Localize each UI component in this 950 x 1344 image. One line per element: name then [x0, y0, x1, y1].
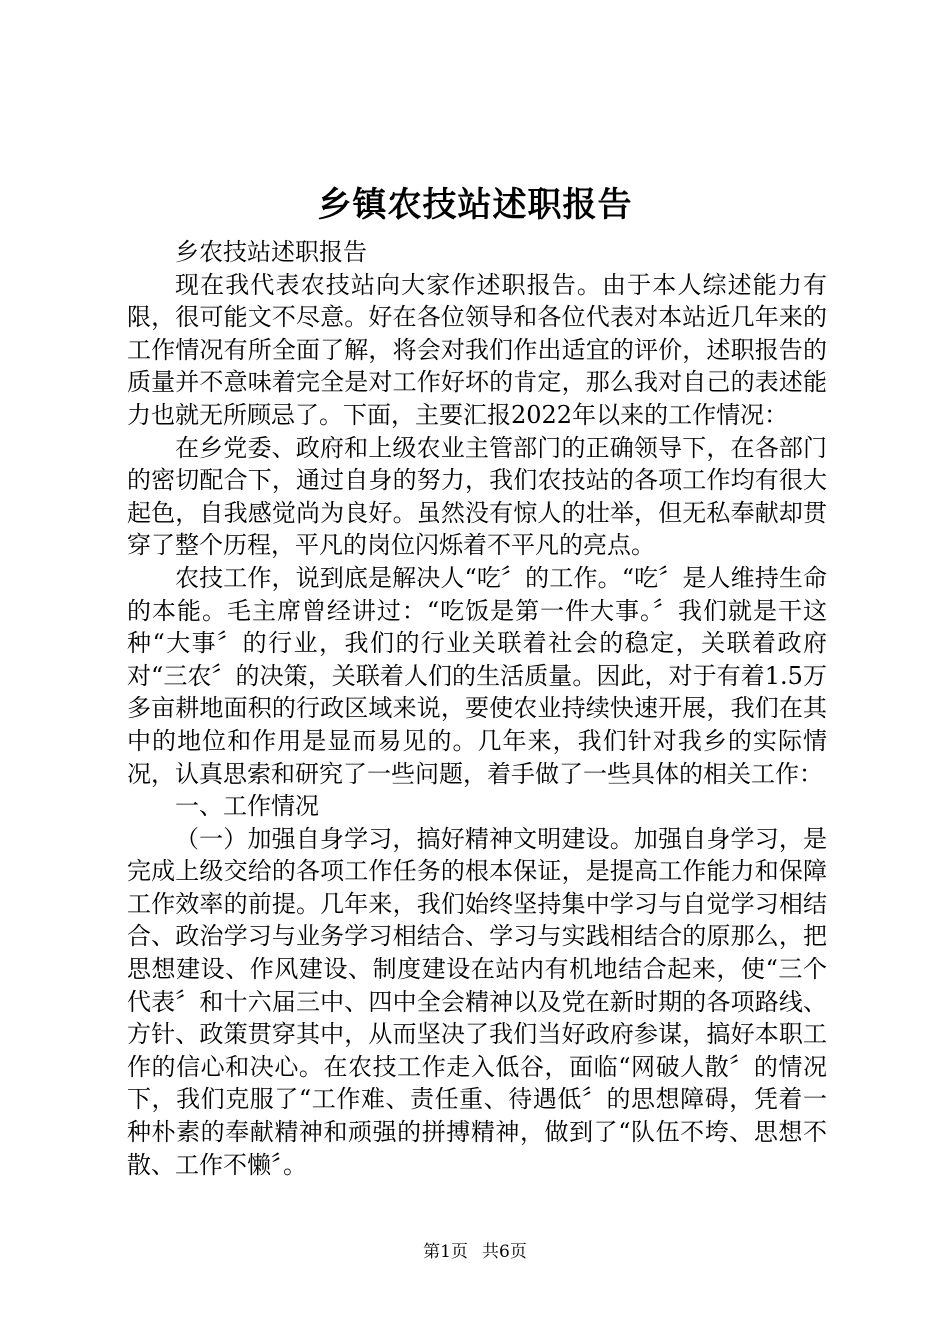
paragraph-role: 农技工作，说到底是解决人“吃〞的工作。“吃〞是人维持生命的本能。毛主席曾经讲过：“吃饭是第一件大事。〞我们就是干这种“大事〞的行业，我们的行业关联着社会的稳定，关联着政府对“三农〞的决策，关联着人们的生活质量。因此，对于有着1.5万多亩耕地面积的行政区域来说，要使农业持续快速开展，我们在其中的地位和作用是显而易见的。几年来，我们针对我乡的实际情况，认真思索和研究了一些问题，着手做了一些具体的相关工作：	[127, 563, 827, 788]
section-heading: 一、工作情况	[175, 792, 319, 821]
document-body	[127, 236, 827, 1181]
paragraph-overview: 在乡党委、政府和上级农业主管部门的正确领导下，在各部门的密切配合下，通过自身的努力，我们农技站的各项工作均有很大起色，自我感觉尚为良好。虽然没有惊人的壮举，但无私奉献却贯穿了整个历程，平凡的岗位闪烁着不平凡的亮点。	[127, 433, 827, 560]
document-title: 乡镇农技站述职报告	[317, 185, 633, 225]
paragraph-subtitle: 乡农技站述职报告	[175, 238, 367, 266]
page-total: 共6页	[482, 1242, 527, 1262]
paragraph-intro: 现在我代表农技站向大家作述职报告。由于本人综述能力有限，很可能文不尽意。好在各位领导和各位代表对本站近几年来的工作情况有所全面了解，将会对我们作出适宜的评价，述职报告的质量并不意味着完全是对工作好坏的肯定，那么我对自己的表述能力也就无所顾忌了。下面，主要汇报2022年以来的工作情况：	[127, 270, 827, 429]
page-number: 第1页	[423, 1242, 468, 1262]
paragraph-study: （一）加强自身学习，搞好精神文明建设。加强自身学习，是完成上级交给的各项工作任务的根本保证，是提高工作能力和保障工作效率的前提。几年来，我们始终坚持集中学习与自觉学习相结合、政治学习与业务学习相结合、学习与实践相结合的原那么，把思想建设、作风建设、制度建设在站内有机地结合起来，使“三个代表〞和十六届三中、四中全会精神以及党在新时期的各项路线、方针、政策贯穿其中，从而坚决了我们当好政府参谋，搞好本职工作的信心和决心。在农技工作走入低谷，面临“网破人散〞的情况下，我们克服了“工作难、责任重、待遇低〞的思想障碍，凭着一种朴素的奉献精神和顽强的拼搏精神，做到了“队伍不垮、思想不散、工作不懒〞。	[127, 824, 827, 1179]
page-footer	[0, 1240, 950, 1264]
